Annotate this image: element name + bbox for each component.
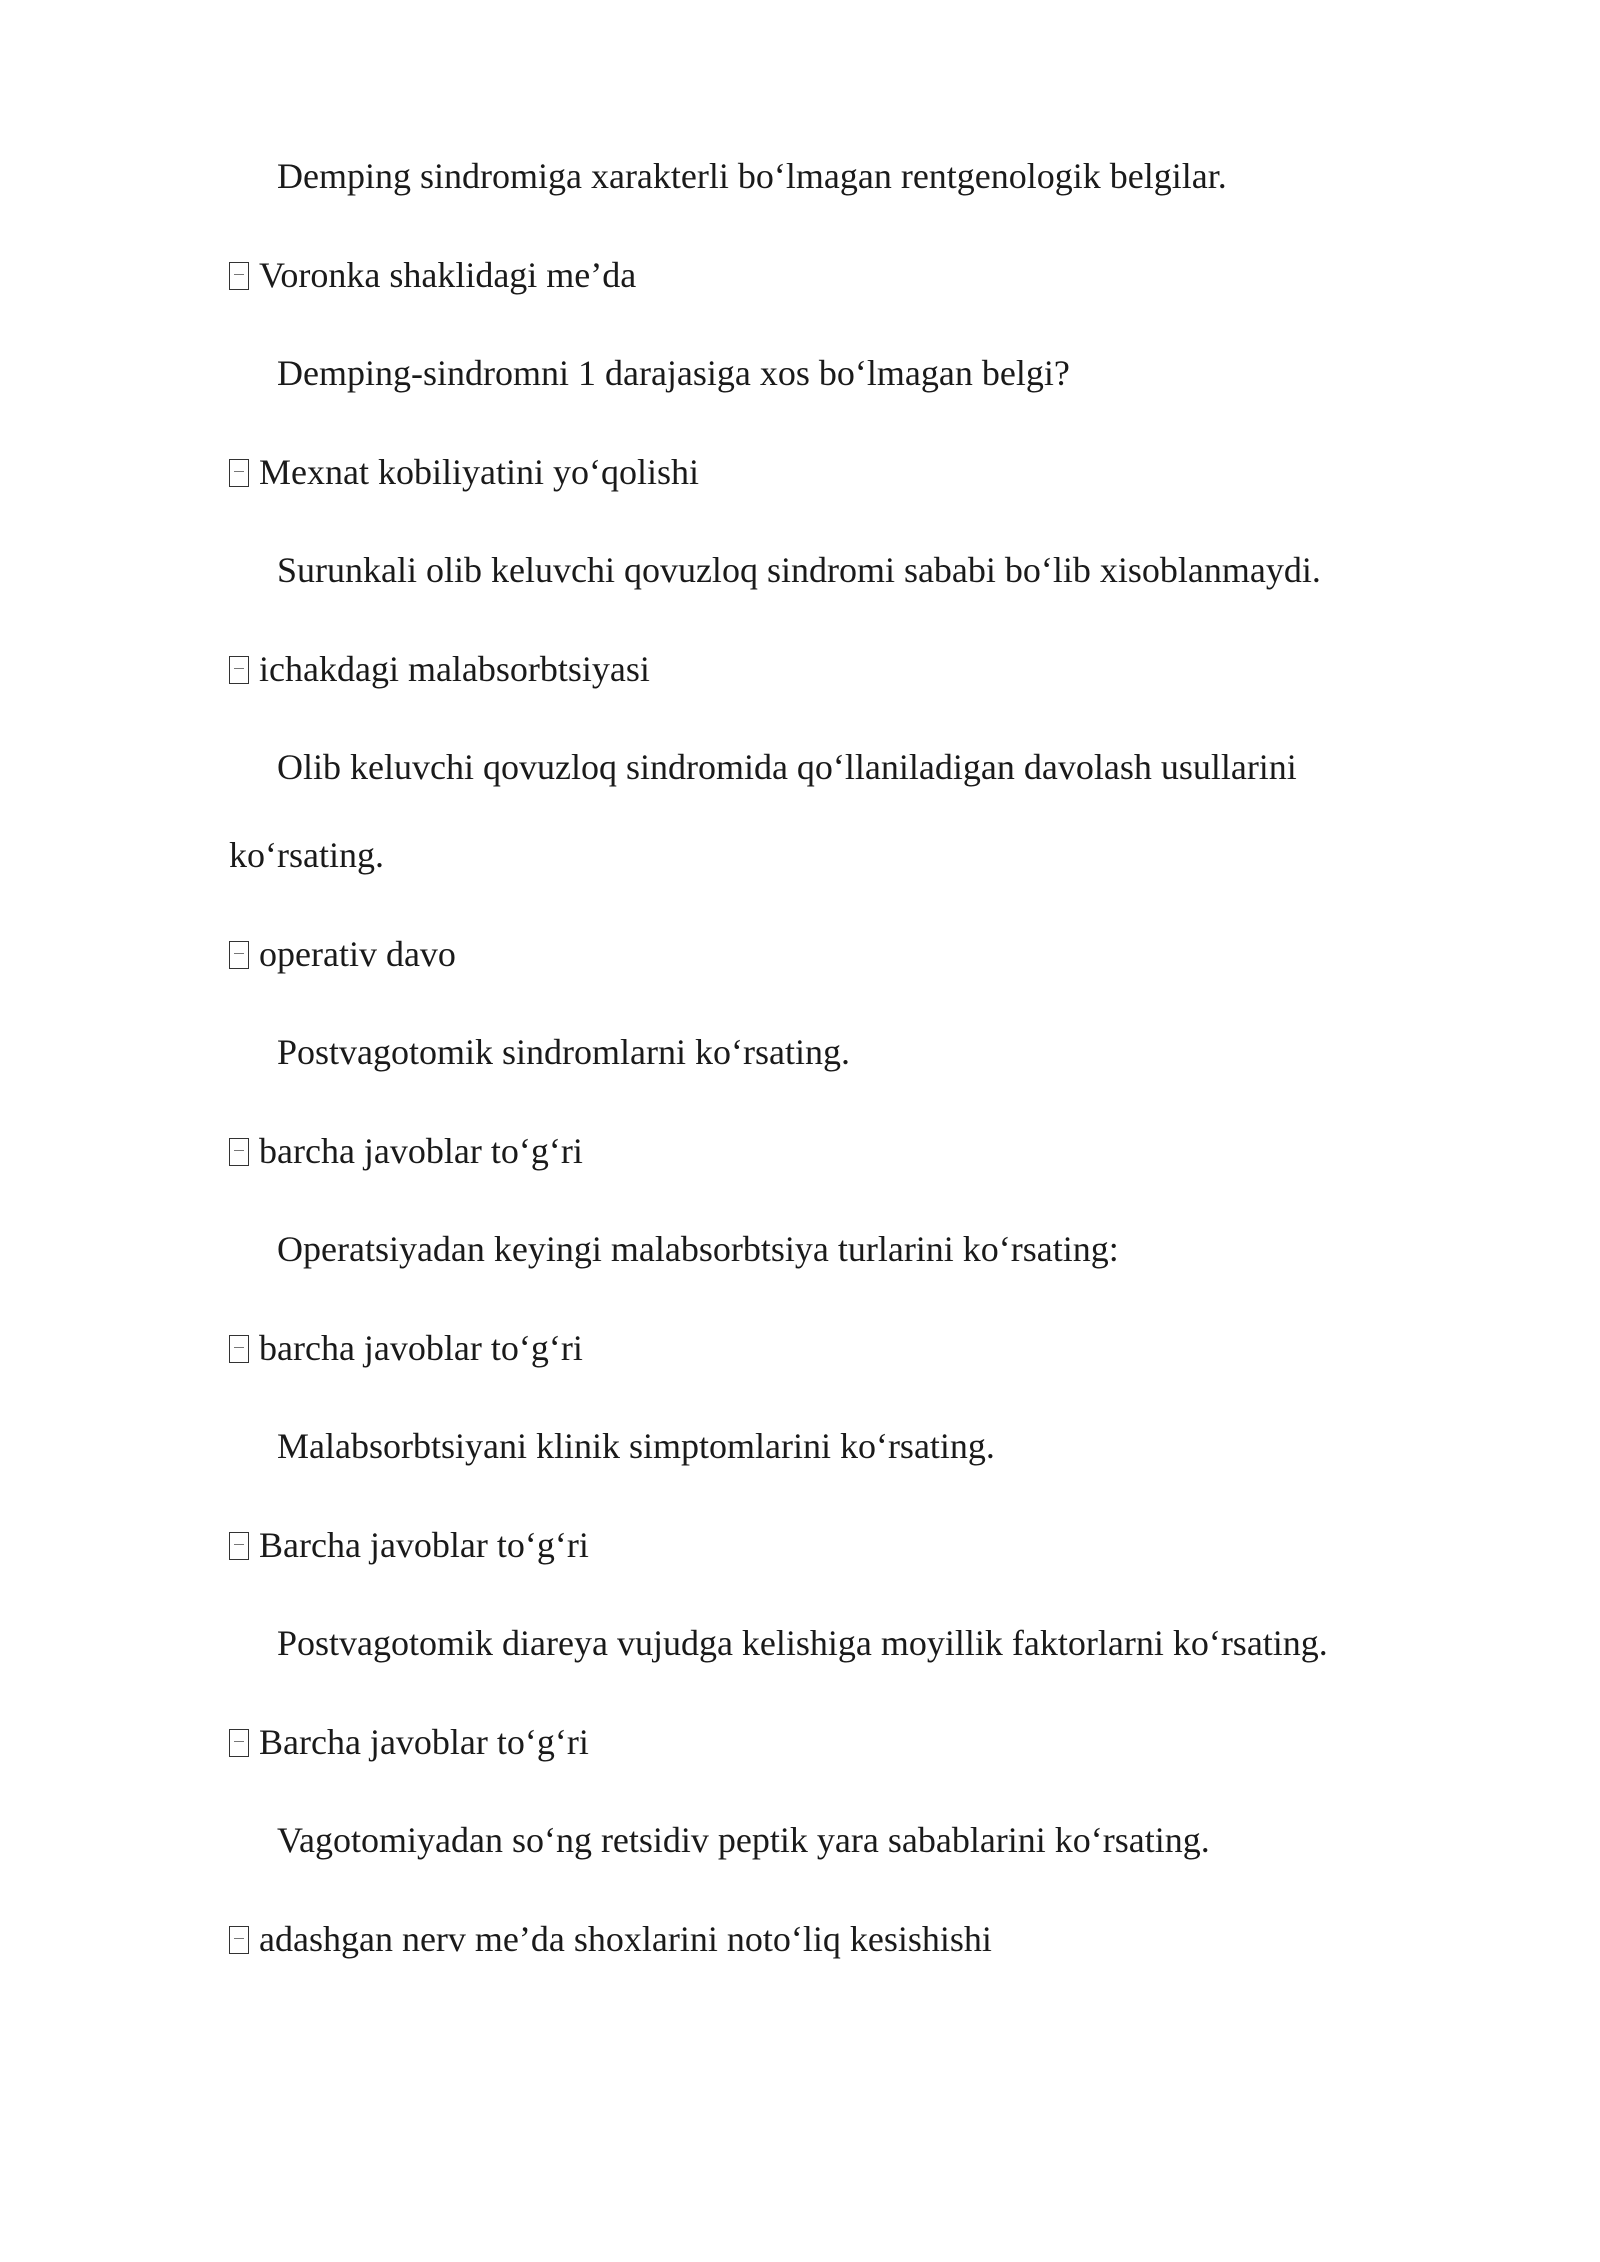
question-2: Demping-sindromni 1 darajasiga xos bo‘lmagan belgi? xyxy=(277,353,1070,393)
answer-1 xyxy=(229,253,636,297)
question-8: Postvagotomik diareya vujudga kelishiga moyillik faktorlarni ko‘rsating. xyxy=(277,1623,1328,1663)
answer-text: barcha javoblar to‘g‘ri xyxy=(259,1131,583,1171)
question-3: Surunkali olib keluvchi qovuzloq sindromi sababi bo‘lib xisoblanmaydi. xyxy=(277,550,1321,590)
missing-glyph-icon xyxy=(229,459,249,487)
answer-3 xyxy=(229,647,650,691)
question-9: Vagotomiyadan so‘ng retsidiv peptik yara sabablarini ko‘rsating. xyxy=(277,1820,1210,1860)
answer-8 xyxy=(229,1720,589,1764)
answer-text: Barcha javoblar to‘g‘ri xyxy=(259,1525,589,1565)
answer-7 xyxy=(229,1523,589,1567)
answer-text: barcha javoblar to‘g‘ri xyxy=(259,1328,583,1368)
missing-glyph-icon xyxy=(229,656,249,684)
answer-text: Mexnat kobiliyatini yo‘qolishi xyxy=(259,452,699,492)
missing-glyph-icon xyxy=(229,1926,249,1954)
answer-text: Voronka shaklidagi me’da xyxy=(259,255,637,295)
missing-glyph-icon xyxy=(229,941,249,969)
question-7: Malabsorbtsiyani klinik simptomlarini ko‘rsating. xyxy=(277,1426,995,1466)
question-4-continuation: ko‘rsating. xyxy=(229,835,384,875)
answer-text: operativ davo xyxy=(259,934,456,974)
missing-glyph-icon xyxy=(229,1138,249,1166)
answer-text: Barcha javoblar to‘g‘ri xyxy=(259,1722,589,1762)
answer-2 xyxy=(229,450,699,494)
missing-glyph-icon xyxy=(229,1532,249,1560)
missing-glyph-icon xyxy=(229,1729,249,1757)
missing-glyph-icon xyxy=(229,262,249,290)
missing-glyph-icon xyxy=(229,1335,249,1363)
answer-9 xyxy=(229,1917,992,1961)
answer-text: ichakdagi malabsorbtsiyasi xyxy=(259,649,650,689)
question-5: Postvagotomik sindromlarni ko‘rsating. xyxy=(277,1032,850,1072)
answer-6 xyxy=(229,1326,583,1370)
question-1: Demping sindromiga xarakterli bo‘lmagan rentgenologik belgilar. xyxy=(277,156,1227,196)
question-6: Operatsiyadan keyingi malabsorbtsiya turlarini ko‘rsating: xyxy=(277,1229,1119,1269)
answer-text: adashgan nerv me’da shoxlarini noto‘liq kesishishi xyxy=(259,1919,992,1959)
question-4: Olib keluvchi qovuzloq sindromida qo‘llaniladigan davolash usullarini xyxy=(277,747,1297,787)
answer-4 xyxy=(229,932,456,976)
answer-5 xyxy=(229,1129,583,1173)
